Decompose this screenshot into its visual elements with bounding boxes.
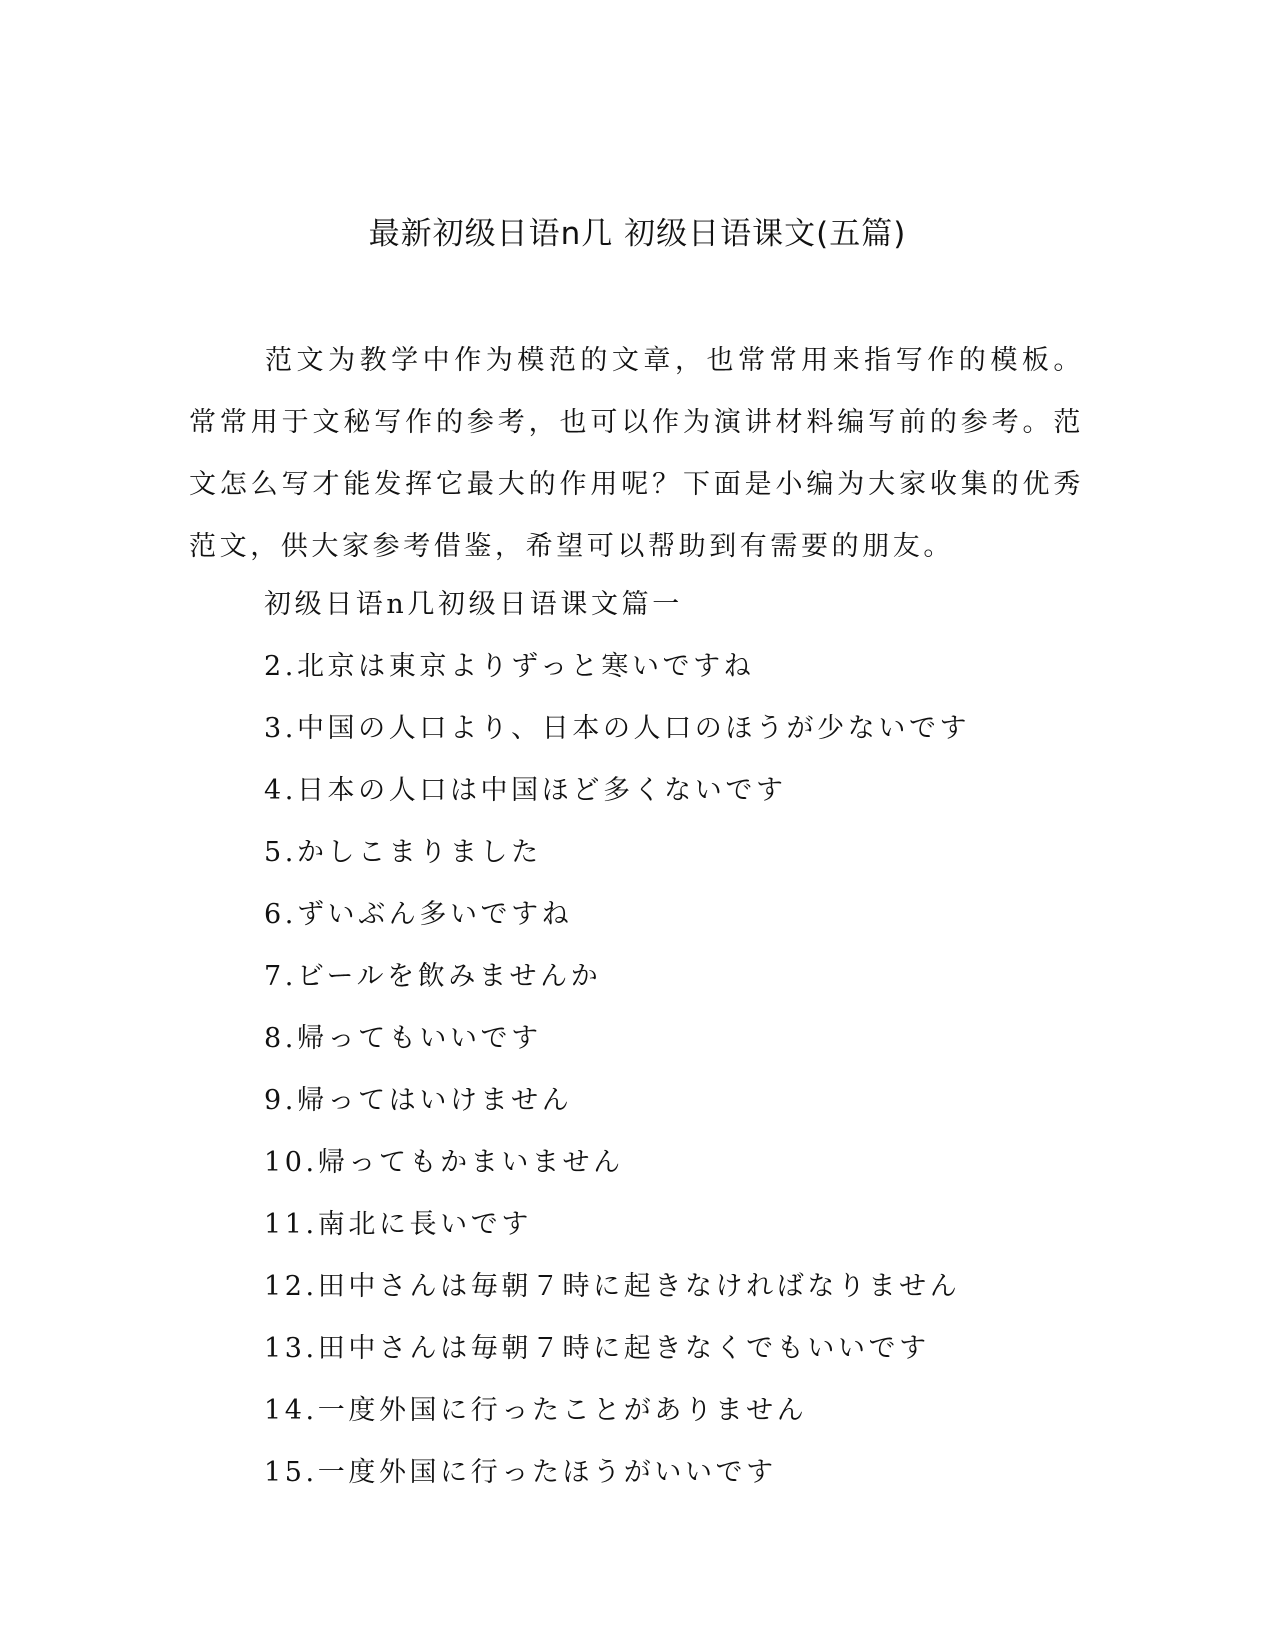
lesson-line: 2.北京は東京よりずっと寒いですね	[264, 651, 755, 682]
lesson-line: 7.ビールを飲みませんか	[264, 961, 602, 992]
lesson-line: 9.帰ってはいけません	[264, 1085, 573, 1116]
lesson-line: 11.南北に長いです	[264, 1209, 532, 1240]
lesson-line: 14.一度外国に行ったことがありません	[264, 1395, 808, 1426]
lesson-line: 12.田中さんは毎朝７時に起きなければなりません	[264, 1271, 961, 1302]
lesson-lines	[264, 574, 970, 1504]
lesson-line: 13.田中さんは毎朝７時に起きなくでもいいです	[264, 1333, 930, 1364]
lesson-line: 15.一度外国に行ったほうがいいです	[264, 1457, 777, 1488]
lesson-line: 4.日本の人口は中国ほど多くないです	[264, 775, 787, 806]
lesson-line: 3.中国の人口より、日本の人口のほうが少ないです	[264, 713, 971, 744]
lesson-line: 8.帰ってもいいです	[264, 1023, 542, 1054]
lesson-line: 6.ずいぶん多いですね	[264, 899, 573, 930]
intro-paragraph: 范文为教学中作为模范的文章，也常常用来指写作的模板。常常用于文秘写作的参考，也可以作为演讲材料编写前的参考。范文怎么写才能发挥它最大的作用呢？下面是小编为大家收集的优秀范文，供大家参考借鉴，希望可以帮助到有需要的朋友。	[189, 345, 1084, 562]
document-title: 最新初级日语n几 初级日语课文(五篇)	[368, 216, 907, 252]
lesson-line: 10.帰ってもかまいません	[264, 1147, 624, 1178]
section-heading: 初级日语n几初级日语课文篇一	[264, 589, 683, 620]
lesson-line: 5.かしこまりました	[264, 837, 542, 868]
